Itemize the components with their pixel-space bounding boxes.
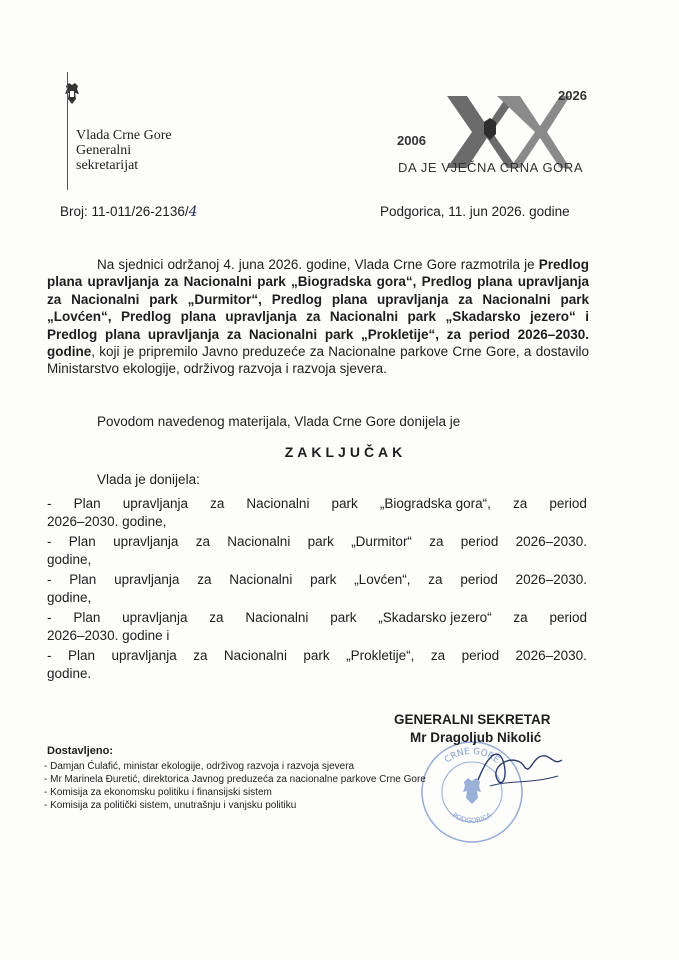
distribution-item: - Komisija za ekonomsku politiku i finansijski sistem	[44, 787, 272, 798]
decision-word: za	[197, 572, 212, 587]
decision-word: upravljanja	[114, 572, 180, 587]
logo-year-start: 2006	[397, 133, 426, 148]
decision-word: period	[549, 496, 587, 511]
decision-item-line	[47, 533, 587, 551]
reference-number: Broj: 11-011/26-2136/4	[60, 204, 198, 220]
decision-item-continuation: godine.	[47, 666, 92, 681]
decision-word: period	[460, 534, 499, 549]
decision-word: za	[209, 610, 224, 625]
decision-word: Plan	[73, 496, 101, 511]
decision-word: upravljanja	[113, 534, 179, 549]
decision-word: Nacionalni	[229, 572, 293, 587]
header-divider	[67, 72, 68, 190]
decision-word: park	[331, 496, 358, 511]
coat-of-arms-icon	[62, 82, 82, 108]
decision-word: -	[47, 572, 52, 587]
place-date: Podgorica, 11. jun 2026. godine	[380, 204, 570, 219]
decision-word: za	[430, 648, 446, 663]
distribution-item: - Mr Marinela Đuretić, direktorica Javnog preduzeća za nacionalne parkove Crne Gore	[44, 774, 426, 785]
decision-word: za	[210, 496, 225, 511]
decision-item-line	[47, 609, 587, 627]
signer-role: GENERALNI SEKRETAR	[394, 712, 551, 727]
decision-word: park	[330, 610, 357, 625]
decision-lead: Vlada je donijela:	[97, 472, 200, 487]
decision-item	[47, 533, 587, 569]
decision-item-line	[47, 495, 587, 513]
decision-word: park	[310, 572, 337, 587]
decision-word: upravljanja	[122, 610, 188, 625]
distribution-item: - Damjan Ćulafić, ministar ekologije, održivog razvoja i razvoja sjevera	[44, 761, 355, 772]
decision-item-continuation: 2026–2030. godine,	[47, 514, 167, 529]
decision-item	[47, 609, 587, 645]
decision-word: park	[307, 534, 334, 549]
signer-name: Mr Dragoljub Nikolić	[410, 730, 542, 745]
decision-word: upravljanja	[122, 496, 188, 511]
decision-word: period	[460, 572, 498, 587]
decision-word: -	[47, 534, 52, 549]
decision-word: 2026–2030.	[515, 648, 587, 663]
decision-item-continuation: godine,	[47, 590, 92, 605]
decision-word: za	[195, 534, 210, 549]
decision-word: Plan	[73, 610, 101, 625]
decision-word: Nacionalni	[223, 648, 287, 663]
decision-word: Plan	[67, 648, 95, 663]
stamp-bottom-text: PODGORICA	[450, 811, 494, 826]
decision-word: 2026–2030.	[515, 572, 587, 587]
decision-item-continuation: 2026–2030. godine i	[47, 628, 170, 643]
decision-word: za	[513, 496, 528, 511]
decision-item	[47, 647, 587, 683]
decision-word: „Lovćen“,	[354, 572, 411, 587]
logo-slogan: DA JE VJEČNA CRNA GORA	[398, 160, 584, 175]
decision-list	[47, 495, 587, 685]
handwritten-signature	[470, 740, 570, 798]
decision-word: „Prokletije“,	[346, 648, 415, 663]
logo-year-end: 2026	[558, 88, 587, 103]
decision-item-line	[47, 647, 587, 665]
decision-item	[47, 571, 587, 607]
decision-word: Plan	[69, 572, 97, 587]
decision-word: -	[47, 496, 52, 511]
decision-word: Nacionalni	[245, 610, 309, 625]
decision-word: -	[47, 610, 52, 625]
decision-word: -	[47, 648, 52, 663]
decision-word: za	[428, 572, 443, 587]
decision-word: upravljanja	[111, 648, 177, 663]
svg-text:PODGORICA	[451, 811, 493, 825]
decision-item-continuation: godine,	[47, 552, 92, 567]
distribution-heading: Dostavljeno:	[47, 745, 114, 757]
organization-name: Vlada Crne Gore Generalni sekretarijat	[76, 128, 172, 173]
intro-conclusion-line: Povodom navedenog materijala, Vlada Crne Gore donijela je	[97, 414, 461, 429]
intro-paragraph: Na sjednici održanoj 4. juna 2026. godine, Vlada Crne Gore razmotrila je Predlog plana upravljanja za Nacionalni park „Biogradska gora“, Predlog plana upravljanja za Nacionalni park „Durmitor“, Predlog plana upravljanja za Nacionalni park „Lovćen“, Predlog plana upravljanja za Nacionalni park „Skadarsko jezero“ i Predlog plana upravljanja za Nacionalni park „Prokletije“, za period 2026–2030. godine, koji je pripremilo Javno preduzeće za Nacionalne parkove Crne Gore, a dostavilo Ministarstvo ekologije, održivog razvoja i razvoja sjevera.	[47, 257, 589, 377]
decision-word: „Skadarsko jezero“	[378, 610, 492, 625]
bold-plan-titles: Predlog plana upravljanja za Nacionalni park „Biogradska gora“, Predlog plana upravljanja za Nacionalni park „Durmitor“, Predlog plana upravljanja za Nacionalni park „Lovćen“, Predlog plana upravljanja za Nacionalni park „Skadarsko jezero“ i Predlog plana upravljanja za Nacionalni park „Prokletije“, za period 2026–2030. godine	[47, 257, 589, 360]
stamp-top-text: CRNE GORE	[443, 746, 501, 766]
decision-word: za	[513, 610, 528, 625]
decision-word: period	[549, 610, 587, 625]
decision-item-line	[47, 571, 587, 589]
decision-word: Plan	[68, 534, 96, 549]
decision-word: za	[193, 648, 208, 663]
decision-word: period	[461, 648, 500, 663]
decision-word: 2026–2030.	[515, 534, 587, 549]
document-title: ZAKLJUČAK	[284, 444, 407, 460]
decision-word: za	[429, 534, 444, 549]
decision-word: park	[303, 648, 330, 663]
distribution-item: - Komisija za politički sistem, unutrašnju i vanjsku politiku	[44, 800, 297, 811]
decision-item	[47, 495, 587, 531]
decision-word: „Durmitor“	[351, 534, 412, 549]
distribution-list	[44, 760, 426, 812]
decision-word: Nacionalni	[246, 496, 310, 511]
decision-word: Nacionalni	[227, 534, 291, 549]
handwritten-number: 4	[188, 204, 198, 220]
decision-word: „Biogradska gora“,	[379, 496, 491, 511]
